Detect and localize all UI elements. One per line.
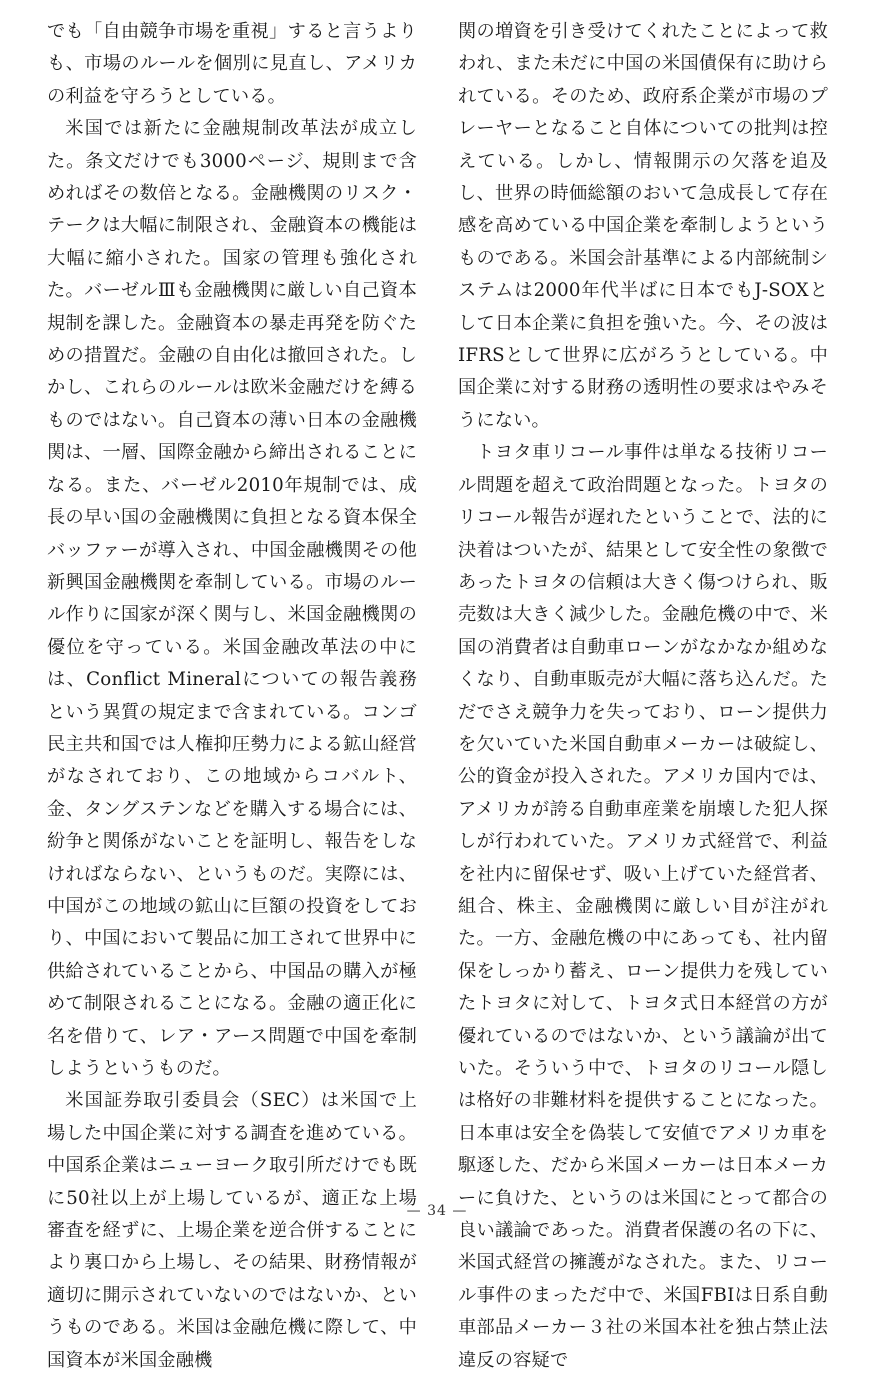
- right-text-column: [458, 16, 828, 1377]
- paragraph: 米国証券取引委員会（SEC）は米国で上場した中国企業に対する調査を進めている。中国系企業はニューヨーク取引所だけでも既に50社以上が上場しているが、適正な上場審査を経ずに、上場企業を逆合併することにより裏口から上場し、その結果、財務情報が適切に開示されていないのではないか、というものである。米国は金融危機に際して、中国資本が米国金融機: [47, 1090, 417, 1371]
- left-text-column: [47, 16, 417, 1377]
- paragraph: 関の増資を引き受けてくれたことによって救われ、また未だに中国の米国債保有に助けられている。そのため、政府系企業が市場のプレーヤーとなること自体についての批判は控えている。しかし、情報開示の欠落を追及し、世界の時価総額のおいて急成長して存在感を高めている中国企業を牽制しようというものである。米国会計基準による内部統制システムは2000年代半ばに日本でもJ-SOXとして日本企業に負担を強いた。今、その波はIFRSとして世界に広がろうとしている。中国企業に対する財務の透明性の要求はやみそうにない。: [458, 21, 828, 431]
- paragraph: 米国では新たに金融規制改革法が成立した。条文だけでも3000ページ、規則まで含めればその数倍となる。金融機関のリスク・テークは大幅に制限され、金融資本の機能は大幅に縮小された。国家の管理も強化された。バーゼルⅢも金融機関に厳しい自己資本規制を課した。金融資本の暴走再発を防ぐための措置だ。金融の自由化は撤回された。しかし、これらのルールは欧米金融だけを縛るものではない。自己資本の薄い日本の金融機関は、一層、国際金融から締出されることになる。また、バーゼル2010年規制では、成長の早い国の金融機関に負担となる資本保全バッファーが導入され、中国金融機関その他新興国金融機関を牽制している。市場のルール作りに国家が深く関与し、米国金融機関の優位を守っている。米国金融改革法の中には、Conflict Mineralについての報告義務という異質の規定まで含まれている。コンゴ民主共和国では人権抑圧勢力による鉱山経営がなされており、この地域からコバルト、金、タングステンなどを購入する場合には、紛争と関係がないことを証明し、報告をしなければならない、というものだ。実際には、中国がこの地域の鉱山に巨額の投資をしており、中国において製品に加工されて世界中に供給されていることから、中国品の購入が極めて制限されることになる。金融の適正化に名を借りて、レア・アース問題で中国を牽制しようというものだ。: [47, 118, 417, 1079]
- paragraph: トヨタ車リコール事件は単なる技術リコール問題を超えて政治問題となった。トヨタのリコール報告が遅れたということで、法的に決着はついたが、結果として安全性の象徴であったトヨタの信頼は大きく傷つけられ、販売数は大きく減少した。金融危機の中で、米国の消費者は自動車ローンがなかなか組めなくなり、自動車販売が大幅に落ち込んだ。ただでさえ競争力を失っており、ローン提供力を欠いていた米国自動車メーカーは破綻し、公的資金が投入された。アメリカ国内では、アメリカが誇る自動車産業を崩壊した犯人探しが行われていた。アメリカ式経営で、利益を社内に留保せず、吸い上げていた経営者、組合、株主、金融機関に厳しい目が注がれた。一方、金融危機の中にあっても、社内留保をしっかり蓄え、ローン提供力を残していたトヨタに対して、トヨタ式日本経営の方が優れているのではないか、という議論が出ていた。そういう中で、トヨタのリコール隠しは格好の非難材料を提供することになった。日本車は安全を偽装して安値でアメリカ車を駆逐した、だから米国メーカーは日本メーカーに負けた、というのは米国にとって都合の良い議論であった。消費者保護の名の下に、米国式経営の擁護がなされた。また、リコール事件のまっただ中で、米国FBIは日系自動車部品メーカー３社の米国本社を独占禁止法違反の容疑で: [458, 442, 828, 1371]
- page-number: — 34 —: [406, 1203, 468, 1219]
- paragraph: でも「自由競争市場を重視」すると言うよりも、市場のルールを個別に見直し、アメリカの利益を守ろうとしている。: [47, 21, 417, 107]
